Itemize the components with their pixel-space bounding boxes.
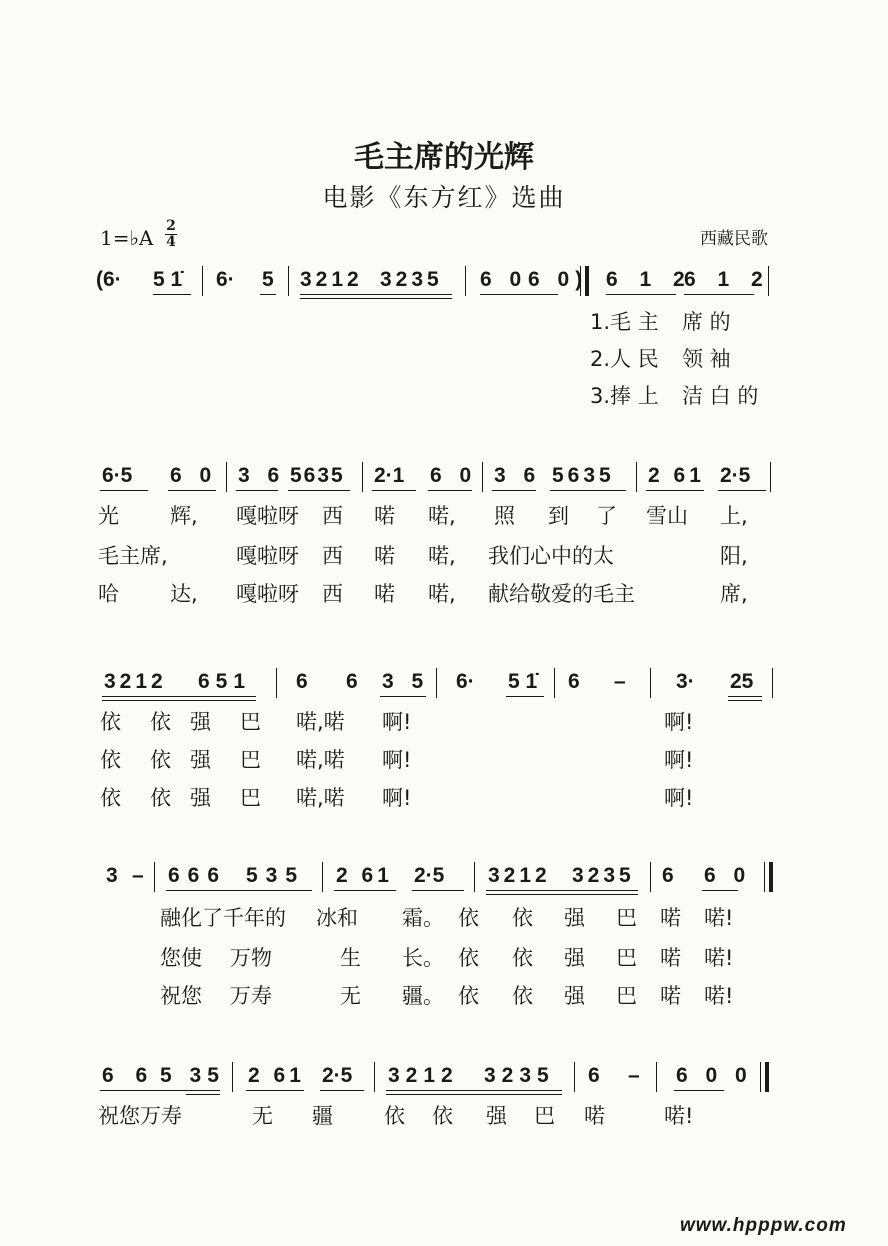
note-group: 3 6 xyxy=(494,464,542,487)
lyric: 啊! xyxy=(664,710,694,734)
lyric: 依 xyxy=(150,786,171,810)
lyric: 雪山 xyxy=(646,504,688,528)
lyric: 冰和 xyxy=(316,906,358,930)
lyric: 西 xyxy=(322,544,343,568)
lyric: 喏,喏 xyxy=(296,710,345,734)
note-group: 6·5 xyxy=(102,464,133,487)
note-group: 3235 xyxy=(484,1064,555,1087)
lyric: 哈 xyxy=(98,582,119,606)
lyric: 我们心中的太 xyxy=(488,544,614,568)
lyric: 依 xyxy=(100,748,121,772)
note-group: 651 xyxy=(198,670,252,693)
lyric: 洁 白 的 xyxy=(682,384,759,408)
lyric: 啊! xyxy=(382,786,412,810)
note-group: 5 1̇ xyxy=(508,670,538,693)
lyric: 巴 xyxy=(616,906,637,930)
lyric: 巴 xyxy=(534,1104,555,1128)
lyric: 依 xyxy=(512,946,533,970)
lyric: 长。 xyxy=(402,946,444,970)
lyric: 嘎啦呀 xyxy=(236,544,299,568)
lyric: 祝您万寿 xyxy=(98,1104,182,1128)
note-group: 2·5 xyxy=(414,864,445,887)
note-group: 6 1 2 xyxy=(606,268,693,291)
lyric: 喏 xyxy=(660,946,681,970)
lyric: 依 xyxy=(100,786,121,810)
lyric: 巴 xyxy=(240,786,261,810)
lyric: 了 xyxy=(596,504,617,528)
lyric: 献给敬爱的毛主 xyxy=(488,582,635,606)
note-group: – xyxy=(614,670,626,693)
lyric: 到 xyxy=(548,504,569,528)
lyric: 嘎啦呀 xyxy=(236,582,299,606)
lyric: 喏, xyxy=(428,544,456,568)
lyric: 喏! xyxy=(664,1104,694,1128)
note-group: 3212 xyxy=(488,864,551,887)
lyric: 照 xyxy=(494,504,515,528)
note-group: 666 xyxy=(168,864,228,887)
composer-credit: 西藏民歌 xyxy=(700,229,768,249)
lyric: 西 xyxy=(322,582,343,606)
song-subtitle: 电影《东方红》选曲 xyxy=(322,183,566,212)
lyric: 无 xyxy=(340,984,361,1008)
lyric: 啊! xyxy=(664,748,694,772)
lyric: 啊! xyxy=(382,748,412,772)
note-group: 6 xyxy=(296,670,308,693)
lyric: 喏 xyxy=(374,544,395,568)
lyric: 达, xyxy=(170,582,198,606)
lyric: 您使 xyxy=(160,946,202,970)
lyric: 强 xyxy=(564,984,585,1008)
lyric: 依 xyxy=(150,748,171,772)
note-group: 3235 xyxy=(380,268,443,291)
note-group: 5 1̇ xyxy=(153,268,183,291)
note-group: 6 1 2 xyxy=(684,268,771,291)
note-group: 6· xyxy=(216,268,235,291)
lyric: 光 xyxy=(98,504,119,528)
time-signature-bottom: 4 xyxy=(166,234,176,250)
note-group: 25 xyxy=(730,670,754,693)
lyric: 强 xyxy=(190,786,211,810)
lyric: 啊! xyxy=(382,710,412,734)
lyric: 毛主席, xyxy=(98,544,168,568)
lyric: 融化了千年的 xyxy=(160,906,286,930)
note-group: 6 0 xyxy=(170,464,218,487)
lyric: 巴 xyxy=(616,946,637,970)
note-group: 6 0 xyxy=(704,864,752,887)
note-group: 2·1 xyxy=(374,464,405,487)
note-group: 3212 xyxy=(388,1064,459,1087)
note-group: 2 61 xyxy=(248,1064,305,1087)
note-group: – xyxy=(628,1064,640,1087)
note-group: 2 61 xyxy=(648,464,705,487)
lyric: 2.人 民 xyxy=(590,347,659,371)
lyric: 西 xyxy=(322,504,343,528)
note-group: 6 xyxy=(588,1064,600,1087)
lyric: 生 xyxy=(340,946,361,970)
note-group: 5635 xyxy=(290,464,345,487)
lyric: 喏,喏 xyxy=(296,748,345,772)
key-signature: 1=♭A xyxy=(100,226,154,250)
note-group: 6 0 xyxy=(480,268,528,291)
note-group: 6 0 0 xyxy=(676,1064,753,1087)
note-group: 6 xyxy=(662,864,674,887)
note-group: 6· xyxy=(456,670,475,693)
lyric: 喏,喏 xyxy=(296,786,345,810)
note-group: 2·5 xyxy=(322,1064,353,1087)
note-group: 3 5 xyxy=(382,670,430,693)
lyric: 强 xyxy=(486,1104,507,1128)
lyric: 万物 xyxy=(230,946,272,970)
lyric: 喏 xyxy=(584,1104,605,1128)
lyric: 巴 xyxy=(616,984,637,1008)
lyric: 喏! xyxy=(704,946,734,970)
song-title: 毛主席的光辉 xyxy=(354,140,534,175)
note-group: 6 0 xyxy=(430,464,478,487)
note-group: 2 61 xyxy=(336,864,393,887)
note-group: 3· xyxy=(676,670,695,693)
lyric: 疆 xyxy=(312,1104,333,1128)
lyric: 依 xyxy=(512,984,533,1008)
note-group: (6· xyxy=(96,268,122,291)
lyric: 喏, xyxy=(428,504,456,528)
note-group: 6 0) xyxy=(528,268,589,291)
note-group: 5635 xyxy=(552,464,615,487)
lyric: 强 xyxy=(564,946,585,970)
note-group: 5 35 xyxy=(160,1064,225,1087)
lyric: 喏! xyxy=(704,906,734,930)
lyric: 依 xyxy=(150,710,171,734)
lyric: 疆。 xyxy=(402,984,444,1008)
note-group: 6 xyxy=(346,670,358,693)
lyric: 阳, xyxy=(720,544,748,568)
lyric: 上, xyxy=(720,504,748,528)
lyric: 3.捧 上 xyxy=(590,384,659,408)
lyric: 辉, xyxy=(170,504,198,528)
lyric: 强 xyxy=(190,748,211,772)
lyric: 依 xyxy=(100,710,121,734)
time-signature-top: 2 xyxy=(166,218,176,234)
lyric: 强 xyxy=(190,710,211,734)
lyric: 席 的 xyxy=(682,310,731,334)
note-group: 2·5 xyxy=(720,464,751,487)
lyric: 依 xyxy=(458,906,479,930)
lyric: 席, xyxy=(720,582,748,606)
note-group: – xyxy=(132,864,144,887)
note-group: 535 xyxy=(246,864,306,887)
lyric: 喏 xyxy=(374,504,395,528)
lyric: 巴 xyxy=(240,748,261,772)
lyric: 喏 xyxy=(660,906,681,930)
lyric: 巴 xyxy=(240,710,261,734)
lyric: 喏, xyxy=(428,582,456,606)
note-group: 3 6 xyxy=(238,464,286,487)
lyric: 喏! xyxy=(704,984,734,1008)
lyric: 嘎啦呀 xyxy=(236,504,299,528)
lyric: 依 xyxy=(458,946,479,970)
note-group: 6 xyxy=(568,670,580,693)
lyric: 1.毛 主 xyxy=(590,310,659,334)
lyric: 强 xyxy=(564,906,585,930)
note-group: 3212 xyxy=(300,268,363,291)
note-group: 3 xyxy=(106,864,118,887)
note-group: 3235 xyxy=(572,864,635,887)
lyric: 喏 xyxy=(660,984,681,1008)
lyric: 喏 xyxy=(374,582,395,606)
lyric: 啊! xyxy=(664,786,694,810)
note-group: 6 6 xyxy=(102,1064,156,1087)
lyric: 依 xyxy=(432,1104,453,1128)
lyric: 依 xyxy=(384,1104,405,1128)
lyric: 万寿 xyxy=(230,984,272,1008)
note-group: 3212 xyxy=(104,670,167,693)
lyric: 依 xyxy=(512,906,533,930)
lyric: 依 xyxy=(458,984,479,1008)
lyric: 祝您 xyxy=(160,984,202,1008)
note-group: 5 xyxy=(262,268,274,291)
lyric: 无 xyxy=(252,1104,273,1128)
watermark: www.hpppw.com xyxy=(680,1215,847,1236)
lyric: 霜。 xyxy=(402,906,444,930)
lyric: 领 袖 xyxy=(682,347,731,371)
